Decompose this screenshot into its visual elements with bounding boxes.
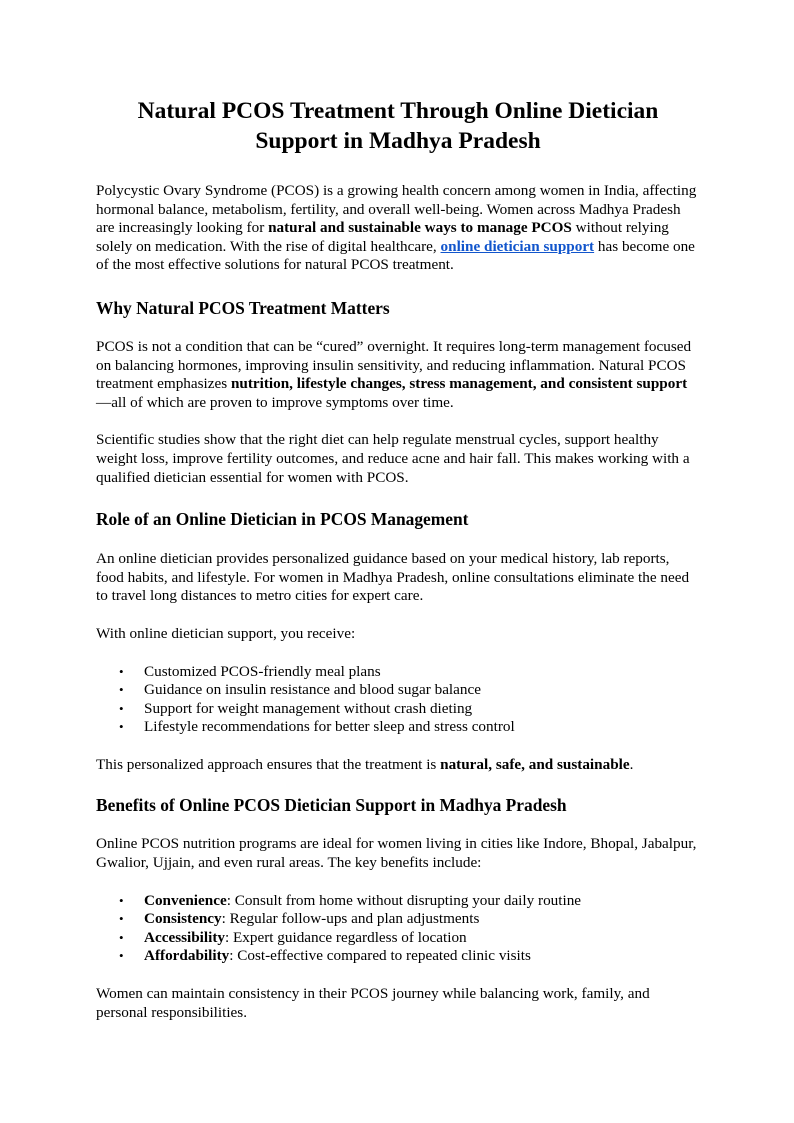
page-title: Natural PCOS Treatment Through Online Dietician Support in Madhya Pradesh [137, 98, 659, 154]
list-item [96, 947, 700, 966]
intro-bold: natural and sustainable ways to manage PCOS [268, 219, 572, 237]
role-bullet-list [96, 663, 700, 737]
role-paragraph-3 [96, 756, 700, 775]
bullet-icon: • [119, 892, 124, 908]
list-item [96, 929, 700, 948]
benefit-term: Accessibility [144, 928, 225, 946]
benefit-description: : Expert guidance regardless of location [225, 928, 467, 946]
list-item [96, 663, 700, 682]
list-item [96, 892, 700, 911]
intro-paragraph [96, 182, 700, 275]
bullet-icon: • [119, 700, 124, 716]
role-paragraph-1: An online dietician provides personalized guidance based on your medical history, lab reports, food habits, and lifestyle. For women in Madhya Pradesh, online consultations eliminate the need to travel long distances to metro cities for expert care. [96, 550, 690, 605]
benefits-paragraph-1: Online PCOS nutrition programs are ideal for women living in cities like Indore, Bhopal, Jabalpur, Gwalior, Ujjain, and even rural areas. The key benefits include: [96, 835, 697, 872]
why-p1-bold: nutrition, lifestyle changes, stress management, and consistent support [230, 375, 688, 393]
bullet-icon: • [119, 911, 124, 927]
why-p1-text-1: PCOS is not a condition that can be “cured” overnight. It requires long-term management focused on balancing hormones, improving insulin sensitivity, and reducing inflammation. Natural PCOS treatment emphasizes [96, 337, 692, 393]
heading-benefits: Benefits of Online PCOS Dietician Support in Madhya Pradesh [96, 795, 567, 816]
intro-text-1: Polycystic Ovary Syndrome (PCOS) is a growing health concern among women in India, affecting hormonal balance, metabolism, fertility, and overall well-being. Women across Madhya Pradesh are increasingly looking for [96, 182, 697, 237]
why-p1-text-2: —all of which are proven to improve symptoms over time. [96, 393, 454, 411]
benefits-paragraph-2: Women can maintain consistency in their PCOS journey while balancing work, family, and personal responsibilities. [96, 985, 650, 1021]
role-paragraph-2: With online dietician support, you receive: [96, 624, 356, 642]
bullet-icon: • [119, 948, 124, 964]
why-paragraph-2: Scientific studies show that the right diet can help regulate menstrual cycles, support healthy weight loss, improve fertility outcomes, and reduce acne and hair fall. This makes working with a qualified dietician essential for women with PCOS. [96, 431, 690, 486]
why-paragraph-1 [96, 338, 700, 412]
bullet-icon: • [119, 682, 124, 698]
benefit-term: Consistency [144, 910, 222, 928]
document-page [96, 0, 700, 1022]
list-item-text: Lifestyle recommendations for better sleep and stress control [144, 718, 515, 736]
role-p3-text-2: . [629, 755, 634, 773]
list-item [96, 681, 700, 700]
bullet-icon: • [119, 663, 124, 679]
intro-text-3: has become one of the most effective solutions for natural PCOS treatment. [96, 237, 695, 274]
list-item [96, 718, 700, 737]
list-item-text: Customized PCOS-friendly meal plans [144, 662, 381, 680]
benefit-description: : Regular follow-ups and plan adjustments [221, 910, 480, 928]
list-item-text: Support for weight management without crash dieting [144, 699, 473, 717]
role-p3-text-1: This personalized approach ensures that the treatment is [96, 755, 441, 773]
benefit-term: Convenience [144, 891, 227, 909]
list-item [96, 910, 700, 929]
bullet-icon: • [119, 719, 124, 735]
benefit-description: : Consult from home without disrupting your daily routine [226, 891, 582, 909]
benefit-term: Affordability [144, 947, 230, 965]
bullet-icon: • [119, 929, 124, 945]
heading-role-of-dietician: Role of an Online Dietician in PCOS Management [96, 509, 469, 530]
list-item-text: Guidance on insulin resistance and blood sugar balance [144, 681, 481, 699]
role-p3-bold: natural, safe, and sustainable [440, 755, 630, 773]
intro-text-2: without relying solely on medication. With the rise of digital healthcare, [96, 219, 669, 255]
list-item [96, 700, 700, 719]
heading-why-natural-treatment: Why Natural PCOS Treatment Matters [96, 297, 390, 318]
online-dietician-support-link[interactable]: online dietician support [440, 237, 595, 255]
benefits-bullet-list [96, 892, 700, 966]
benefit-description: : Cost-effective compared to repeated clinic visits [229, 947, 531, 965]
